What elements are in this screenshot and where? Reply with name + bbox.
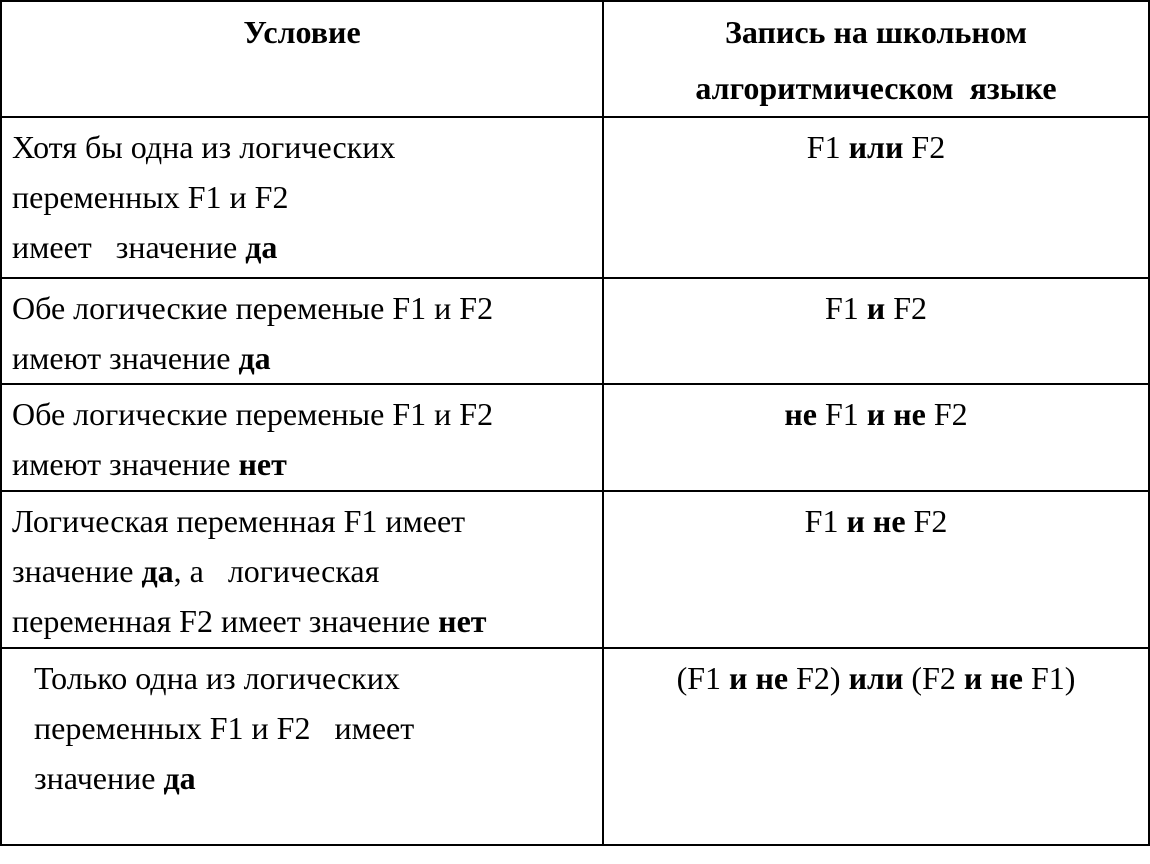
expression-cell: F1 и F2	[603, 278, 1149, 384]
expression-cell: F1 или F2	[603, 117, 1149, 278]
table-row	[1, 384, 1149, 491]
header-row	[1, 1, 1149, 117]
condition-header: Условие	[1, 1, 603, 117]
table-row	[1, 491, 1149, 648]
expression-cell: F1 и не F2	[603, 491, 1149, 648]
expression-cell: (F1 и не F2) или (F2 и не F1)	[603, 648, 1149, 845]
table-row	[1, 278, 1149, 384]
condition-cell: Только одна из логических переменных F1 и F2 имеет значение да	[1, 648, 603, 845]
condition-cell: Логическая переменная F1 имеет значение да, а логическая переменная F2 имеет значение нет	[1, 491, 603, 648]
table-row	[1, 117, 1149, 278]
condition-cell: Хотя бы одна из логических переменных F1 и F2 имеет значение да	[1, 117, 603, 278]
condition-cell: Обе логические переменые F1 и F2 имеют значение нет	[1, 384, 603, 491]
notation-header: Запись на школьном алгоритмическом языке	[603, 1, 1149, 117]
table-row	[1, 648, 1149, 845]
condition-cell: Обе логические переменые F1 и F2 имеют значение да	[1, 278, 603, 384]
expression-cell: не F1 и не F2	[603, 384, 1149, 491]
